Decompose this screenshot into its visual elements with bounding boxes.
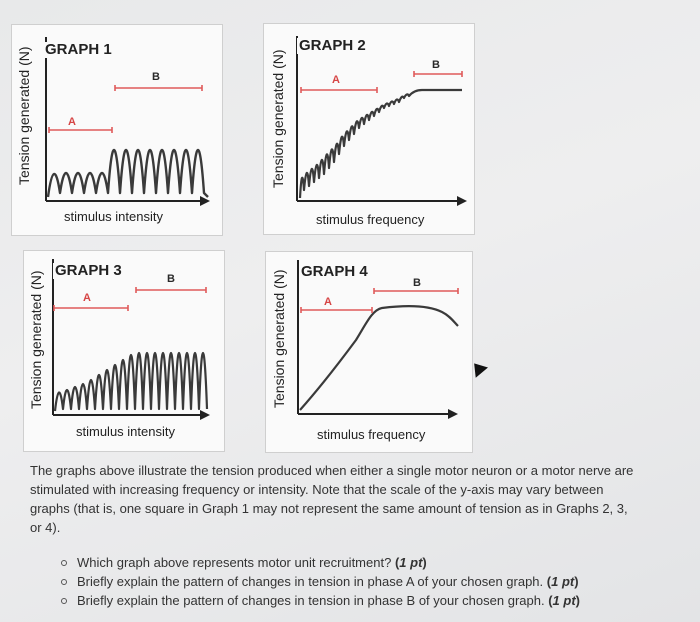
- phase-b-label: B: [152, 71, 160, 83]
- graph-2-panel: [263, 23, 475, 235]
- phase-b-label: B: [167, 273, 175, 285]
- graph-3-x-axis-label: stimulus intensity: [76, 424, 175, 439]
- question-item: Briefly explain the pattern of changes in tension in phase B of your chosen graph. (1 pt): [58, 591, 580, 610]
- graph-2-y-axis-label: Tension generated (N): [270, 49, 286, 188]
- caption-paragraph: The graphs above illustrate the tension produced when either a single motor neuron or a motor nerve are stimulated with increasing frequency or intensity. Note that the scale of the y-axis may vary between graphs (that is, one square in Graph 1 may not represent the same amount of tension as in Graphs 2, 3, or 4).: [30, 463, 634, 535]
- phase-b-label: B: [413, 277, 421, 289]
- phase-a-bracket: [49, 127, 112, 133]
- phase-b-bracket: [136, 287, 206, 293]
- question-item: Which graph above represents motor unit recruitment? (1 pt): [58, 553, 580, 572]
- graph-4-title: GRAPH 4: [301, 263, 368, 280]
- x-axis-arrowhead: [457, 196, 467, 206]
- graph-3-title: GRAPH 3: [55, 262, 122, 279]
- twitch-curve: [55, 353, 207, 411]
- graph-1-x-axis-label: stimulus intensity: [64, 209, 163, 224]
- graph-4-y-axis-label: Tension generated (N): [271, 269, 287, 408]
- graph-2-plot: [264, 24, 474, 234]
- graph-4-plot: [266, 252, 472, 452]
- graph-3-plot: [24, 251, 224, 451]
- graph-4-panel: [265, 251, 473, 453]
- graph-2-title: GRAPH 2: [299, 37, 366, 54]
- plateau-curve: [300, 306, 458, 410]
- phase-a-label: A: [332, 74, 340, 86]
- graph-1-panel: [11, 24, 223, 236]
- graph-4-x-axis-label: stimulus frequency: [317, 427, 426, 442]
- phase-a-bracket: [54, 305, 128, 311]
- graph-1-y-axis-label: Tension generated (N): [16, 46, 32, 185]
- phase-b-bracket: [414, 71, 462, 77]
- graph-3-y-axis-label: Tension generated (N): [28, 270, 44, 409]
- phase-b-bracket: [115, 85, 202, 91]
- phase-a-label: A: [324, 296, 332, 308]
- x-axis-arrowhead: [448, 409, 458, 419]
- phase-a-label: A: [83, 292, 91, 304]
- question-item: Briefly explain the pattern of changes in tension in phase A of your chosen graph. (1 pt): [58, 572, 580, 591]
- question-list: [58, 553, 580, 610]
- x-axis-arrowhead: [200, 196, 210, 206]
- phase-a-label: A: [68, 116, 76, 128]
- summation-curve: [300, 90, 462, 198]
- twitch-curve: [48, 150, 208, 197]
- graph-1-title: GRAPH 1: [45, 41, 112, 58]
- phase-b-label: B: [432, 59, 440, 71]
- x-axis-arrowhead: [200, 410, 210, 420]
- graph-3-panel: [23, 250, 225, 452]
- phase-a-bracket: [301, 87, 377, 93]
- graph-2-x-axis-label: stimulus frequency: [316, 212, 425, 227]
- phase-a-bracket: [301, 307, 372, 313]
